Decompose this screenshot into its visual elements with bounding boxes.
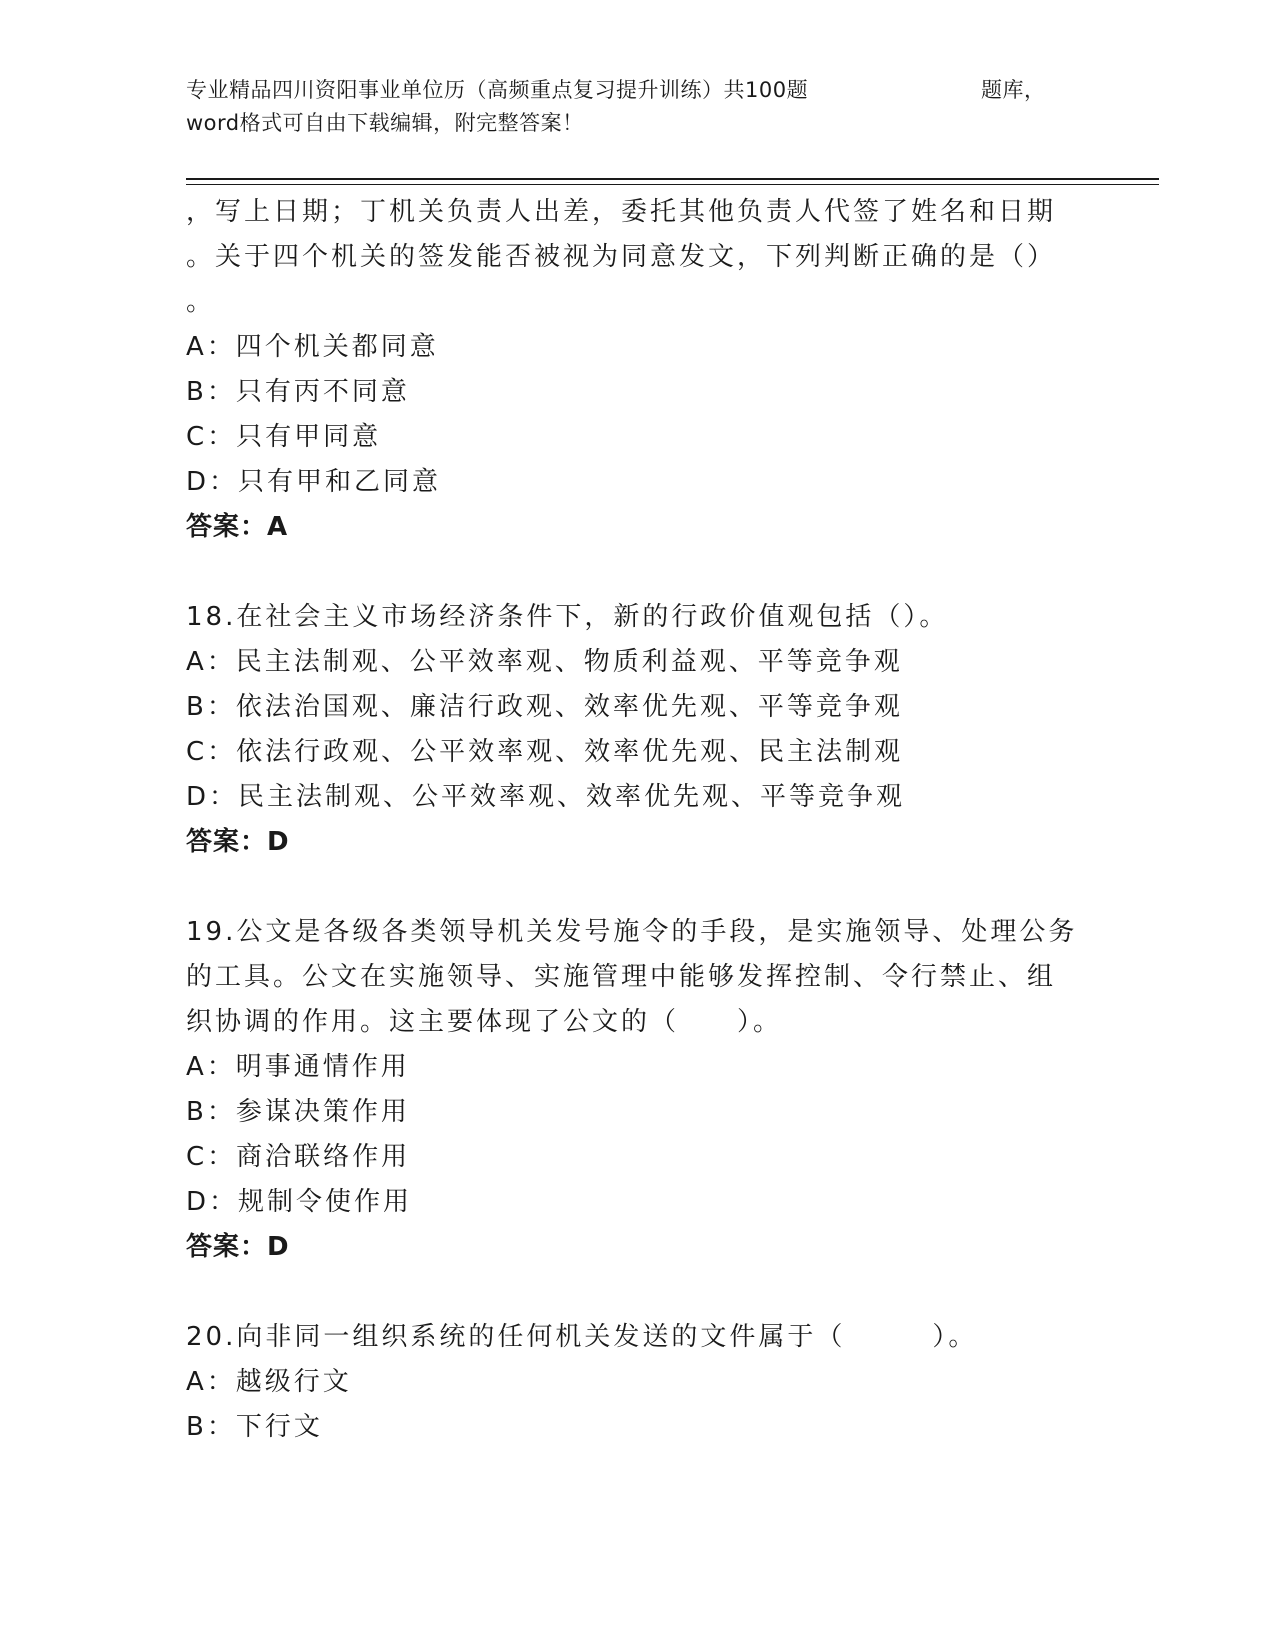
- option-d: D：民主法制观、公平效率观、效率优先观、平等竞争观: [186, 782, 906, 812]
- header-title: 专业精品四川资阳事业单位历（高频重点复习提升训练）共100题: [186, 78, 809, 102]
- question-stem-line: 。关于四个机关的签发能否被视为同意发文，下列判断正确的是（）: [186, 242, 1057, 272]
- question-stem-line: 18.在社会主义市场经济条件下，新的行政价值观包括（）。: [186, 602, 949, 632]
- question-stem-line: 的工具。公文在实施领导、实施管理中能够发挥控制、令行禁止、组: [186, 962, 1057, 992]
- answer-label: 答案：A: [186, 512, 289, 542]
- question-19: [186, 910, 1086, 1270]
- answer-label: 答案：D: [186, 827, 290, 857]
- header-title-tail: 题库，: [981, 78, 1046, 102]
- header-line-1: [186, 74, 1066, 107]
- question-18: [186, 595, 1086, 865]
- question-stem-line: 19.公文是各级各类领导机关发号施令的手段，是实施领导、处理公务: [186, 917, 1078, 947]
- option-b: B：下行文: [186, 1412, 323, 1442]
- question-stem-line: ，写上日期；丁机关负责人出差，委托其他负责人代签了姓名和日期: [186, 197, 1057, 227]
- option-a: A：民主法制观、公平效率观、物质利益观、平等竞争观: [186, 647, 903, 677]
- option-b: B：参谋决策作用: [186, 1097, 410, 1127]
- document-header: [186, 74, 1066, 140]
- question-17: [186, 190, 1086, 550]
- answer-label: 答案：D: [186, 1232, 290, 1262]
- option-d: D：只有甲和乙同意: [186, 467, 442, 497]
- header-divider-thick: [186, 178, 1159, 180]
- question-stem-line: 20.向非同一组织系统的任何机关发送的文件属于（ ）。: [186, 1322, 978, 1352]
- option-a: A：四个机关都同意: [186, 332, 439, 362]
- option-d: D：规制令使作用: [186, 1187, 413, 1217]
- question-stem-line: 织协调的作用。这主要体现了公文的（ ）。: [186, 1007, 783, 1037]
- question-stem-line: 。: [186, 287, 216, 317]
- option-c: C：商洽联络作用: [186, 1142, 411, 1172]
- option-b: B：只有丙不同意: [186, 377, 410, 407]
- option-b: B：依法治国观、廉洁行政观、效率优先观、平等竞争观: [186, 692, 903, 722]
- header-line-2: word格式可自由下载编辑，附完整答案！: [186, 111, 584, 135]
- option-c: C：依法行政观、公平效率观、效率优先观、民主法制观: [186, 737, 904, 767]
- option-a: A：明事通情作用: [186, 1052, 410, 1082]
- option-c: C：只有甲同意: [186, 422, 382, 452]
- option-a: A：越级行文: [186, 1367, 352, 1397]
- question-20: [186, 1315, 1086, 1450]
- question-content: [186, 190, 1086, 1450]
- header-divider-thin: [186, 184, 1159, 185]
